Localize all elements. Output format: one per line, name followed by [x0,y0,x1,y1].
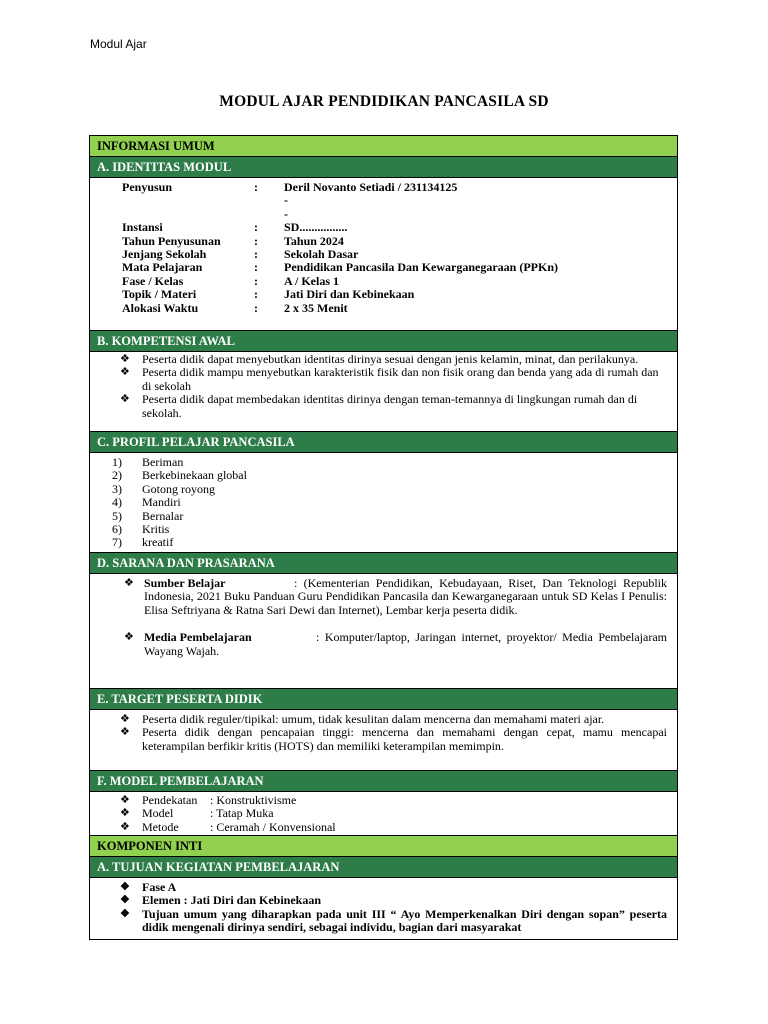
diamond-bullet-icon: ❖ [120,881,130,893]
kompetensi-body [90,352,677,432]
identitas-value: A / Kelas 1 [284,273,340,288]
diamond-bullet-icon: ❖ [124,577,134,589]
list-number: 6) [112,522,122,537]
identitas-value: Tahun 2024 [284,233,344,248]
list-number: 2) [112,468,122,483]
list-item [90,881,677,894]
list-number: 4) [112,495,122,510]
section-komponen-inti: KOMPONEN INTI [90,836,677,857]
list-item [90,393,677,420]
module-table [89,135,678,940]
diamond-bullet-icon: ❖ [120,807,130,820]
list-item-text: Peserta didik reguler/tipikal: umum, tidak kesulitan dalam mencerna dan memahami materi ajar. [142,712,605,726]
running-head: Modul Ajar [90,37,147,51]
list-item [90,536,677,549]
sumber-belajar-label: Sumber Belajar [144,576,226,590]
identitas-colon: : [254,233,258,248]
identitas-colon: : [254,220,258,235]
identitas-label: Topik / Materi [122,287,197,302]
list-item [90,353,677,366]
section-informasi-umum: INFORMASI UMUM [90,136,677,157]
section-e-target-peserta-didik: E. TARGET PESERTA DIDIK [90,689,677,710]
model-body [90,792,677,836]
identitas-label: Fase / Kelas [122,273,184,288]
sumber-belajar-text: : (Kementerian Pendidikan, Kebudayaan, Riset, Dan Teknologi Republik Indonesia, 2021 Buku Panduan Guru Pendidikan Pancasila dan Kewarganegaraan untuk SD Kelas I Penulis: Elisa Seftriyana & Ratna Sari Dewi dan Internet), Lembar kerja peserta didik. [144,576,667,617]
list-item-text: kreatif [142,535,174,550]
list-item-text: Peserta didik dengan pencapaian tinggi: mencerna dan memahami dengan cepat, mamu mencapai keterampilan berfikir kritis (HOTS) dan memiliki keterampilan memimpin. [142,725,667,753]
list-item-text: Peserta didik dapat membedakan identitas dirinya dengan teman-temannya di lingkungan rumah dan di sekolah. [142,392,638,420]
diamond-bullet-icon: ❖ [120,713,130,725]
list-item [90,908,677,935]
list-item-text: Beriman [142,455,184,469]
identitas-label: Penyusun [122,180,173,194]
list-number: 1) [112,455,122,469]
list-item-text [144,631,677,658]
identitas-colon [254,208,284,221]
diamond-bullet-icon: ❖ [120,353,130,365]
list-item-text: Peserta didik mampu menyebutkan karakteristik fisik dan non fisik orang dan benda yang ada di rumah dan di sekolah [142,365,659,393]
section-d-sarana-prasarana: D. SARANA DAN PRASARANA [90,553,677,574]
model-value: : Ceramah / Konvensional [210,819,336,834]
model-value: : Tatap Muka [210,806,274,821]
model-label: Pendekatan [142,793,198,807]
document-title: MODUL AJAR PENDIDIKAN PANCASILA SD [219,93,549,110]
media-pembelajaran-label: Media Pembelajaran [144,630,252,645]
identitas-value: SD................ [284,220,348,235]
list-item-text: Fase A [142,880,177,894]
target-body [90,710,677,771]
list-item [90,726,677,753]
list-number: 5) [112,508,122,523]
identitas-label [90,208,254,221]
list-item [90,510,677,523]
list-number: 3) [112,481,122,496]
list-item-text: Gotong royong [142,481,215,496]
identitas-value: 2 x 35 Menit [284,300,348,315]
identitas-label: Mata Pelajaran [122,260,203,275]
identitas-label [90,194,254,207]
identitas-colon: : [254,246,258,261]
list-item [90,821,677,834]
tujuan-body [90,878,677,938]
list-item-text: Peserta didik dapat menyebutkan identitas dirinya sesuai dengan jenis kelamin, minat, dan perilakunya. [142,352,639,366]
profil-body [90,453,677,553]
identitas-row [90,261,677,274]
identitas-colon: : [254,300,258,315]
identitas-colon: : [254,273,258,288]
identitas-colon [254,194,284,207]
identitas-row [90,181,677,194]
diamond-bullet-icon: ❖ [120,907,130,920]
identitas-value: Sekolah Dasar [284,246,359,261]
list-item [90,483,677,496]
list-item [90,469,677,482]
list-item [90,496,677,509]
identitas-row [90,302,677,315]
list-item [90,456,677,469]
list-item-text: Tujuan umum yang diharapkan pada unit III “ Ayo Memperkenalkan Diri dengan sopan” peserta didik mengenali dirinya sendiri, sebagai individu, bagian dari masyarakat [142,906,667,935]
section-f-model-pembelajaran: F. MODEL PEMBELAJARAN [90,771,677,792]
diamond-bullet-icon: ❖ [120,393,130,406]
identitas-body [90,178,677,331]
section-a-tujuan-kegiatan: A. TUJUAN KEGIATAN PEMBELAJARAN [90,857,677,878]
list-item-text: Berkebinekaan global [142,468,247,483]
media-pembelajaran-text: : Komputer/laptop, Jaringan internet, proyektor/ Media Pembelajaram Wayang Wajah. [144,630,667,658]
list-item-text: Kritis [142,522,170,537]
identitas-row [90,235,677,248]
identitas-value: - [284,193,288,208]
identitas-label: Jenjang Sekolah [122,246,207,261]
identitas-row [90,221,677,234]
identitas-row [90,248,677,261]
list-item-text: Mandiri [142,495,181,510]
list-item [90,523,677,536]
identitas-value: Jati Diri dan Kebinekaan [284,287,415,302]
diamond-bullet-icon: ❖ [120,726,130,739]
list-item [90,807,677,820]
list-item-text [142,807,677,820]
diamond-bullet-icon: ❖ [120,366,130,379]
identitas-row [90,288,677,301]
list-item [90,577,677,617]
section-b-kompetensi-awal: B. KOMPETENSI AWAL [90,331,677,352]
model-label: Metode [142,819,179,834]
section-a-identitas-modul: A. IDENTITAS MODUL [90,157,677,178]
model-value: : Konstruktivisme [210,793,297,807]
list-item-text [142,821,677,834]
identitas-label: Tahun Penyusunan [122,233,221,248]
list-item-text: Bernalar [142,508,184,523]
list-item [90,794,677,807]
identitas-row [90,275,677,288]
diamond-bullet-icon: ❖ [120,894,130,907]
model-label: Model [142,806,174,821]
identitas-colon: : [254,260,258,275]
identitas-value: Pendidikan Pancasila Dan Kewarganegaraan (PPKn) [284,260,559,275]
diamond-bullet-icon: ❖ [120,820,130,833]
list-item [90,894,677,907]
identitas-label: Instansi [122,220,163,235]
identitas-value: - [284,206,288,221]
list-item [90,631,677,658]
identitas-colon: : [254,180,258,194]
identitas-row [90,208,677,221]
list-item-text: Elemen : Jati Diri dan Kebinekaan [142,893,322,908]
section-c-profil-pelajar: C. PROFIL PELAJAR PANCASILA [90,432,677,453]
sarana-body [90,574,677,689]
list-item-text [144,577,677,617]
identitas-value: Deril Novanto Setiadi / 231134125 [284,180,458,194]
list-item [90,366,677,393]
list-number: 7) [112,535,122,550]
list-item-text [142,794,677,807]
identitas-label: Alokasi Waktu [122,300,199,315]
diamond-bullet-icon: ❖ [120,794,130,806]
diamond-bullet-icon: ❖ [124,631,134,644]
list-item [90,713,677,726]
identitas-colon: : [254,287,258,302]
identitas-row [90,194,677,207]
